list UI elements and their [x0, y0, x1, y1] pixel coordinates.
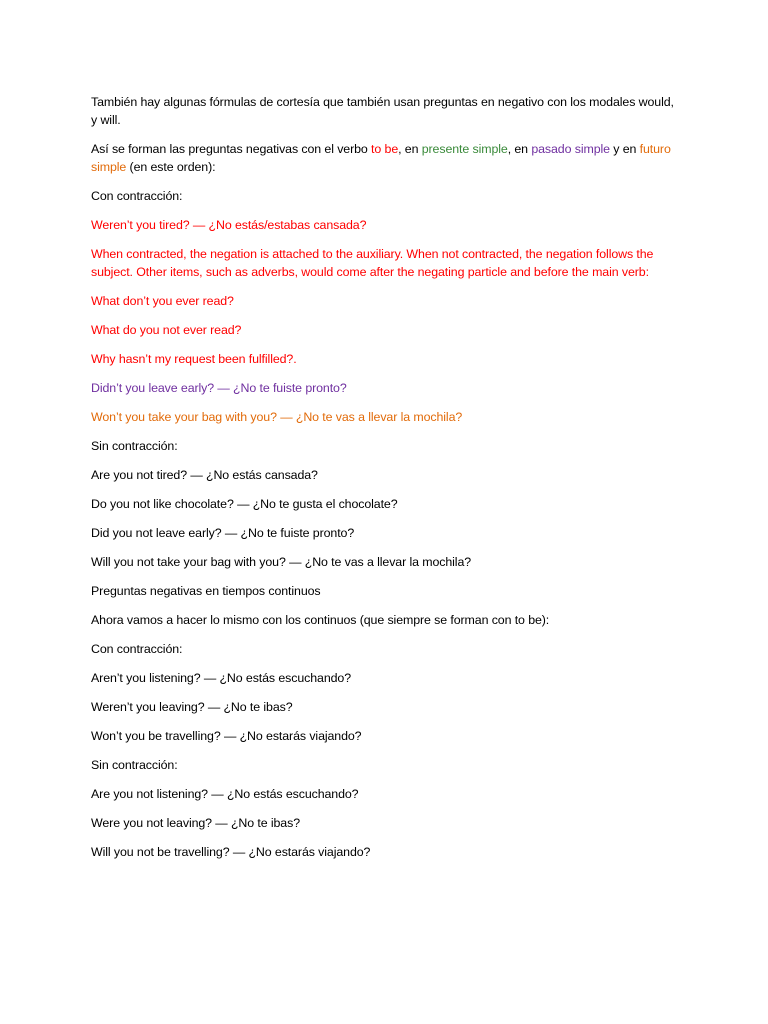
con-contraccion-heading-2: Con contracción:	[91, 642, 183, 656]
sin-contraccion-heading: Sin contracción:	[91, 439, 178, 453]
to-be-term: to be	[371, 142, 399, 156]
intro-paragraph: También hay algunas fórmulas de cortesía que también usan preguntas en negativo con los modales would, y will.	[91, 95, 674, 127]
example-orange: Won’t you take your bag with you? — ¿No te vas a llevar la mochila?	[91, 410, 463, 424]
sin-example-continuous-3: Will you not be travelling? — ¿No estarás viajando?	[91, 845, 371, 859]
example-purple: Didn’t you leave early? — ¿No te fuiste pronto?	[91, 381, 347, 395]
sin-example-continuous-1: Are you not listening? — ¿No estás escuchando?	[91, 787, 359, 801]
continuous-intro: Ahora vamos a hacer lo mismo con los continuos (que siempre se forman con to be):	[91, 613, 550, 627]
pasado-simple-term: pasado simple	[531, 142, 610, 156]
con-contraccion-heading: Con contracción:	[91, 189, 183, 203]
example-red-3: What do you not ever read?	[91, 323, 242, 337]
sin-example-1: Are you not tired? — ¿No estás cansada?	[91, 468, 318, 482]
sin-example-4: Will you not take your bag with you? — ¿No te vas a llevar la mochila?	[91, 555, 472, 569]
example-red-4: Why hasn’t my request been fulfilled?.	[91, 352, 297, 366]
con-example-continuous-3: Won’t you be travelling? — ¿No estarás viajando?	[91, 729, 362, 743]
futuro-simple-term: futuro simple	[91, 142, 671, 174]
forms-text-2: , en	[398, 142, 422, 156]
example-red-2: What don’t you ever read?	[91, 294, 234, 308]
forms-text-3: , en	[507, 142, 532, 156]
forms-text-4: y en	[609, 142, 640, 156]
example-red-1: Weren’t you tired? — ¿No estás/estabas cansada?	[91, 218, 367, 232]
contraction-note: When contracted, the negation is attached to the auxiliary. When not contracted, the negation follows the subject. Other items, such as adverbs, would come after the negating particle and before the main verb:	[91, 247, 654, 279]
document-page	[91, 93, 681, 872]
sin-example-continuous-2: Were you not leaving? — ¿No te ibas?	[91, 816, 300, 830]
sin-example-3: Did you not leave early? — ¿No te fuiste pronto?	[91, 526, 355, 540]
forms-text-5: (en este orden):	[126, 160, 216, 174]
forms-paragraph	[91, 140, 681, 176]
continuous-heading: Preguntas negativas en tiempos continuos	[91, 584, 321, 598]
sin-contraccion-heading-2: Sin contracción:	[91, 758, 178, 772]
sin-example-2: Do you not like chocolate? — ¿No te gusta el chocolate?	[91, 497, 398, 511]
forms-text-1: Así se forman las preguntas negativas con el verbo	[91, 142, 372, 156]
con-example-continuous-1: Aren’t you listening? — ¿No estás escuchando?	[91, 671, 351, 685]
con-example-continuous-2: Weren’t you leaving? — ¿No te ibas?	[91, 700, 293, 714]
presente-simple-term: presente simple	[421, 142, 508, 156]
